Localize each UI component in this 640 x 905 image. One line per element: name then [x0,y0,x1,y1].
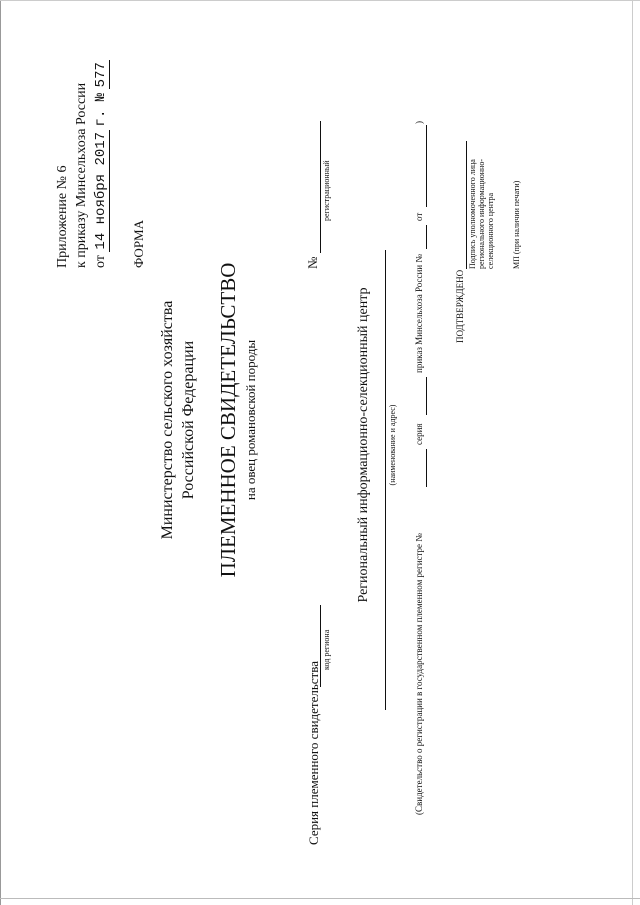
registration-text2: серия [414,423,424,445]
registration-order-line [426,225,427,249]
registration-date-line [426,125,427,207]
series-code-line [320,605,321,687]
stamp-caption: МП (при наличии печати) [512,180,521,269]
order-number: 577 [93,62,109,88]
certificate-title: ПЛЕМЕННОЕ СВИДЕТЕЛЬСТВО [216,262,240,578]
ministry-line1: Министерство сельского хозяйства [159,300,176,540]
registration-text3: приказ Минсельхоза России № [414,254,424,373]
registration-text4: от [414,212,424,221]
center-address-caption: (наименование и адрес) [388,404,397,486]
appendix-order-line: к приказу Минсельхоза России [74,82,89,268]
signature-caption-3: селекционного центра [486,192,495,269]
confirmed-label: ПОДТВЕРЖДЕНО [455,269,465,343]
date-prefix: от [93,255,108,268]
appendix-title: Приложение № 6 [55,165,70,268]
appendix-date-line [94,60,108,268]
date-value: 14 ноября 2017 [93,131,109,250]
signature-line [466,141,467,269]
series-code-caption: код региона [322,629,331,670]
form-label: ФОРМА [131,220,146,268]
registration-series-line [426,377,427,415]
signature-caption-1: Подпись уполномоченного лица [468,159,477,269]
number-caption: регистрационный [322,160,331,221]
center-title: Региональный информационно-селекционный центр [356,287,371,603]
date-suffix: г. № [93,92,109,127]
center-address-line [385,250,386,710]
registration-close: ) [414,121,424,124]
registration-text1: (Свидетельство о регистрации в государственном племенном регистре № [414,533,424,815]
series-label: Серия племенного свидетельства [306,661,321,845]
ministry-line2: Российской Федерации [180,340,197,500]
certificate-subtitle: на овец романовской породы [243,339,258,501]
number-line [320,121,321,253]
number-sign: № [305,256,320,269]
signature-caption-2: регионального информационно- [477,159,486,269]
registration-number-line [426,449,427,487]
